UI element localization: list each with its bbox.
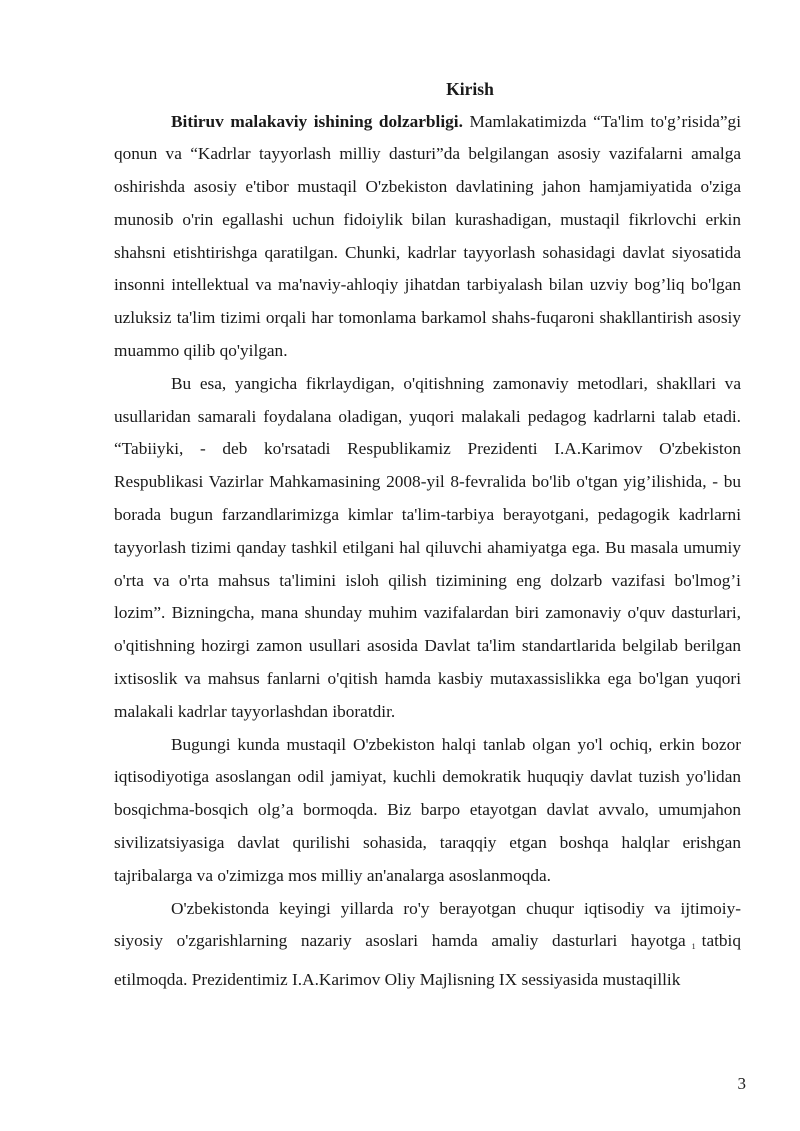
- paragraph-lead: Bitiruv malakaviy ishining dolzarbligi.: [171, 111, 463, 131]
- paragraph-text-continued: tatbiq etilmoqda. Prezidentimiz I.A.Karimov Oliy Majlisning IX sessiyasida mustaqillik: [114, 931, 741, 990]
- paragraph-society: Bugungi kunda mustaqil O'zbekiston halqi tanlab olgan yo'l ochiq, erkin bozor iqtisodiyotiga asoslangan odil jamiyat, kuchli demokratik huquqiy davlat tuzish yo'lidan bosqichma-bosqich olg’a bormoqda. Biz barpo etayotgan davlat avvalo, umumjahon sivilizatsiyasiga davlat qurilishi sohasida, taraqqiy etgan boshqa halqlar erishgan tajribalarga va o'zimizga mos milliy an'analarga asoslanmoqda.: [114, 734, 741, 885]
- section-heading: Kirish: [446, 79, 494, 99]
- paragraph-text: O'zbekistonda keyingi yillarda ro'y berayotgan chuqur iqtisodiy va ijtimoiy-siyosiy o'zgarishlarning nazariy asoslari hamda amaliy dasturlari hayotga: [114, 898, 741, 951]
- paragraph-relevance: [114, 106, 741, 368]
- body-text: [114, 73, 741, 997]
- paragraph-teachers: Bu esa, yangicha fikrlaydigan, o'qitishning zamonaviy metodlari, shakllari va usullaridan samarali foydalana oladigan, yuqori malakali pedagog kadrlarni talab etadi. “Tabiiyki, - deb ko'rsatadi Respublikamiz Prezidenti I.A.Karimov O'zbekiston Respublikasi Vazirlar Mahkamasining 2008-yil 8-fevralida bo'lib o'tgan yig’ilishida, - bu borada bugun farzandlarimizga kimlar ta'lim-tarbiya berayotgani, pedagogik kadrlarni tayyorlash tizimi qanday tashkil etilgani hal qiluvchi ahamiyatga ega. Bu masala umumiy o'rta va o'rta mahsus ta'limini isloh qilish tizimining eng dolzarb vazifasi bo'lmog’i lozim”. Bizningcha, mana shunday muhim vazifalardan biri zamonaviy o'quv dasturlari, o'qitishning hozirgi zamon usullari asosida Davlat ta'lim standartlarida belgilab berilgan ixtisoslik va mahsus fanlarni o'qitish hamda kasbiy mutaxassislikka ega bo'lgan yuqori malakali kadrlar tayyorlashdan iboratdir.: [114, 373, 741, 721]
- paragraph-reforms: [114, 893, 741, 997]
- page-number: 3: [737, 1074, 746, 1093]
- footnote-marker: 1: [691, 942, 696, 952]
- paragraph-text: Mamlakatimizda “Ta'lim to'g’risida”gi qonun va “Kadrlar tayyorlash milliy dasturi”da belgilangan asosiy vazifalarni amalga oshirishda asosiy e'tibor mustaqil O'zbekiston davlatining jahon hamjamiyatida o'ziga munosib o'rin egallashi uchun fidoiylik bilan kurashadigan, mustaqil fikrlovchi erkin shahsni etishtirishga qaratilgan. Chunki, kadrlar tayyorlash sohasidagi davlat siyosatida insonni intellektual va ma'naviy-ahloqiy jihatdan tarbiyalash bilan uzviy bog’liq bo'lgan uzluksiz ta'lim tizimi orqali har tomonlama barkamol shahs-fuqaroni shakllantirish asosiy muammo qilib qo'yilgan.: [114, 111, 741, 361]
